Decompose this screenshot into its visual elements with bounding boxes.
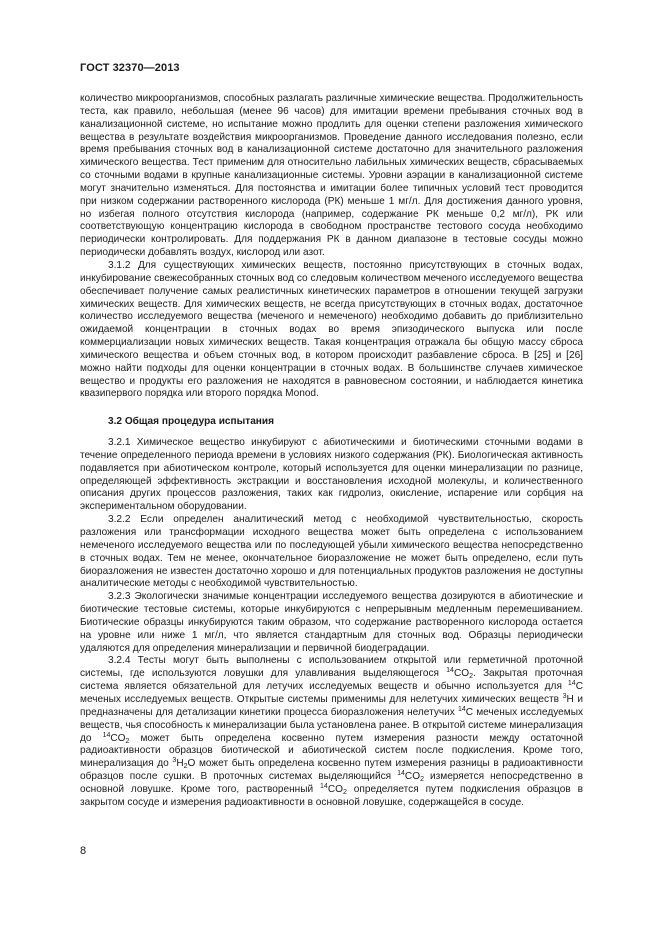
text-segment: определяется путем подкисления образцов в закрытом сосуде и измерения радиоактивности в основной ловушке, содержащейся в сосуде. — [80, 783, 583, 808]
chem-formula: C — [575, 681, 583, 693]
chem-formula: Н — [176, 758, 184, 770]
text-segment: может быть определена косвенно путем измерения разности между остаточной радиоактивности образцов биотической и абиотической систем после подкисления. Кроме того, минерализация до — [80, 732, 583, 770]
superscript: 3 — [172, 757, 177, 765]
page-number: 8 — [80, 845, 87, 857]
section-heading-3-2: 3.2 Общая процедура испытания — [108, 416, 274, 428]
chem-formula: CO — [404, 771, 421, 783]
subscript: 2 — [342, 788, 347, 796]
paragraph-3-2-3: 3.2.3 Экологически значимые концентрации исследуемого вещества дозируются в абиотические и биотические тестовые системы, которые инкубируются с непрерывным медленным перемешиванием. Биотические образцы инкубируются таким образом, что содержание растворенного кислорода остается на уровне или ниже 1 мг/л, что является стандартным для сточных вод. Образцы периодически удаляются для определения минерализации и первичной биодеградации. — [80, 591, 583, 654]
superscript: 14 — [397, 770, 405, 778]
superscript: 14 — [457, 705, 466, 713]
text-segment: может быть определена косвенно путем измерения разницы в радиоактивности образцов после сушки. В проточных системах выделяющийся — [80, 758, 584, 783]
subscript: 2 — [420, 776, 424, 784]
chem-formula: CO — [110, 732, 126, 744]
text-segment: меченых исследуемых веществ. Открытые системы применимы для нелетучих химических веществ — [80, 693, 563, 705]
document-header: ГОСТ 32370—2013 — [80, 62, 180, 74]
text-segment: и предназначены для детализации кинетики процесса биоразложения нелетучих — [80, 693, 583, 718]
chem-formula: О — [187, 758, 196, 770]
superscript: 14 — [320, 782, 328, 790]
chem-formula: CO — [327, 783, 343, 795]
subscript: 2 — [125, 737, 130, 745]
subscript: 2 — [469, 673, 473, 681]
superscript: 14 — [567, 680, 576, 688]
superscript: 3 — [562, 692, 567, 700]
chem-formula: Н — [566, 693, 574, 705]
text-segment: 3.2.4 Тесты могут быть выполнены с использованием открытой или герметичной проточной системы, где используются ловушки для улавливания выделяющегося — [80, 655, 583, 680]
superscript: 14 — [446, 667, 454, 675]
text-segment: С меченых исследуемых веществ, чья способность к минерализации была установлена ранее. В открытой системе минерализация до — [80, 706, 583, 744]
chem-formula: CO — [453, 668, 470, 680]
paragraph-continuation: количество микроорганизмов, способных разлагать различные химические вещества. Продолжительность теста, как правило, небольшая (менее 96 часов) для имитации времени пребывания сточных вод в канализационной системе, но испытание можно продлить для оценки степени разложения химического вещества в результате воздействия микроорганизмов. Проведение данного исследования полезно, если время пребывания сточных вод в канализационной системе достаточно для значительного разложения химического вещества. Тест применим для относительно лабильных химических веществ, сбрасываемых со сточными водами в крупные канализационные системы. Уровни аэрации в канализационной системе могут значительно изменяться. Для постоянства и имитации более типичных условий тест проводится при низком содержании растворенного кислорода (РК) меньше 1 мг/л. Для достижения данного уровня, но избегая полного отсутствия кислорода (например, содержание РК меньше 0,2 мг/л), РК или соответствующую концентрацию кислорода в свободном пространстве тестового сосуда необходимо периодически контролировать. Для поддержания РК в данном диапазоне в тестовые сосуды можно периодически добавлять воздух, кислород или азот. — [80, 93, 583, 259]
text-segment: . Закрытая проточная система является обязательной для летучих исследуемых веществ и обычно используется для — [80, 668, 583, 693]
paragraph-3-2-1: 3.2.1 Химическое вещество инкубируют с абиотическими и биотическими сточными водами в течение определенного периода времени в условиях низкого содержания (РК). Биологическая активность подавляется при абиотическом контроле, который используется для оценки минерализации по разнице, определяющей эффективность экстракции и восстановления исходной молекулы, и количественного описания других процессов разложения, таких как гидролиз, окисление, испарение или сорбция на экспериментальном оборудовании. — [80, 437, 583, 513]
paragraph-3-2-2: 3.2.2 Если определен аналитический метод с необходимой чувствительностью, скорость разложения или трансформации исходного вещества может быть определена с использованием немеченого исследуемого вещества или по последующей убыли химического вещества непосредственно в сточных водах. Тем не менее, окончательное биоразложение не может быть определено, если путь биоразложения не известен достаточно хорошо и для потенциальных продуктов разложения не доступны аналитические методы с необходимой чувствительностью. — [80, 514, 583, 590]
superscript: 14 — [102, 731, 111, 739]
paragraph-3-2-4 — [80, 655, 583, 809]
document-body — [80, 93, 583, 810]
text-segment: измеряется непосредственно в основной ловушке. Кроме того, растворенный — [80, 771, 583, 795]
paragraph-3-1-2: 3.1.2 Для существующих химических веществ, постоянно присутствующих в сточных водах, инкубирование свежесобранных сточных вод со следовым количеством меченого исследуемого вещества обеспечивает получение самых реалистичных кинетических параметров в отношении текущей загрузки химических веществ. Для химических веществ, не всегда присутствующих в сточных водах, достаточное количество исследуемого вещества (меченого и немеченого) необходимо добавить до приблизительно ожидаемой концентрации в сточных водах во время эпизодического выпуска или после коммерциализации новых химических веществ. Такая концентрация отражала бы общую массу сброса химического вещества и объем сточных вод, в котором происходит разбавление сброса. В [25] и [26] можно найти подходы для оценки концентрации в сточных водах. В большинстве случаев химическое вещество и продукты его разложения не находятся в равновесном состоянии, и наблюдается кинетика квазипервого порядка или второго порядка Monod. — [80, 259, 583, 400]
subscript: 2 — [183, 763, 188, 771]
